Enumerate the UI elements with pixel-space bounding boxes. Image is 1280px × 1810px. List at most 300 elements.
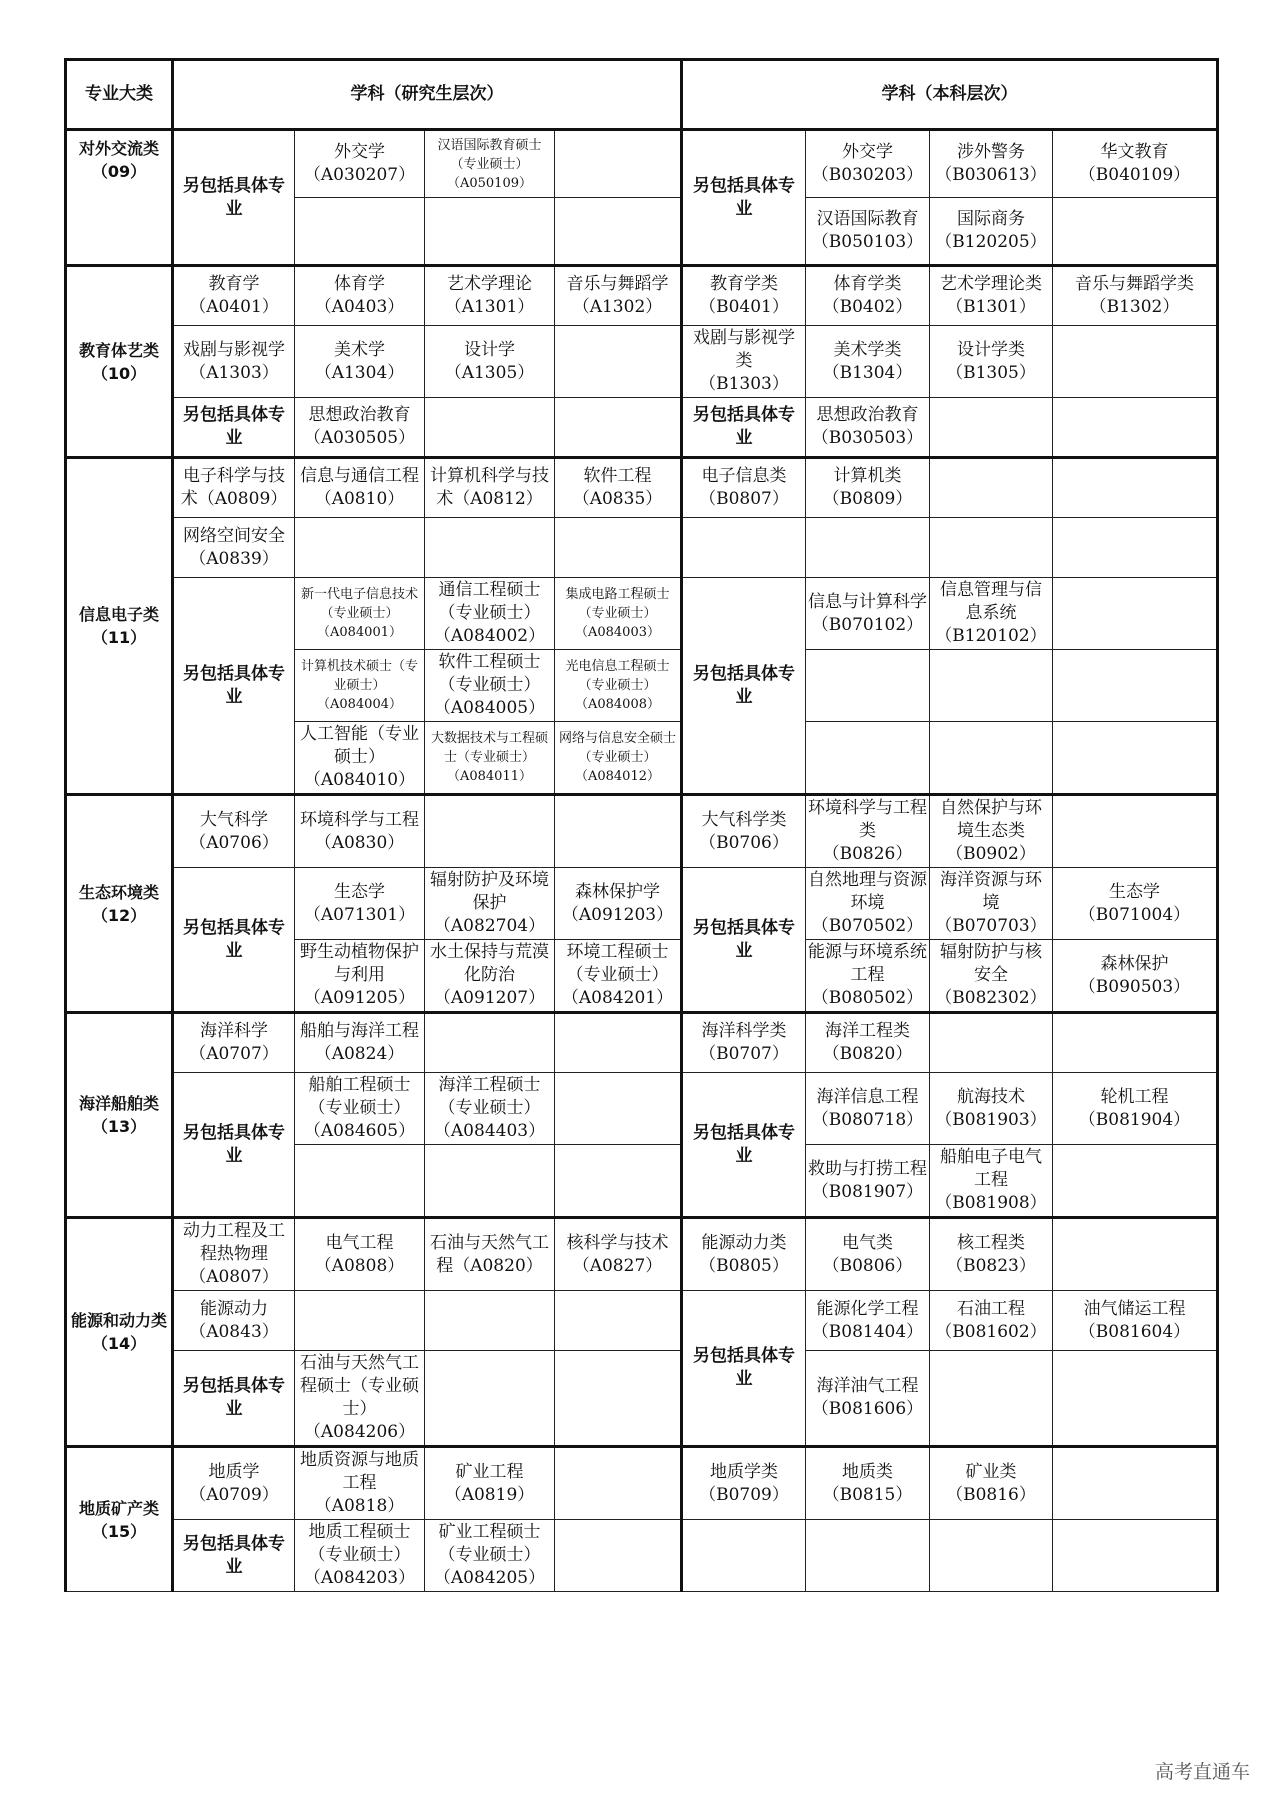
table-row (66, 1218, 1218, 1291)
discipline-code: （B1303） (699, 374, 789, 394)
discipline-name: 体育学类 (833, 274, 902, 294)
discipline-code: （A084001） (316, 625, 402, 640)
discipline-code: （A071301） (303, 904, 416, 925)
empty-cell (295, 1145, 425, 1218)
discipline-cell (173, 518, 295, 578)
extra-specialties-label: 另包括具体专业 (682, 578, 806, 795)
discipline-cell (806, 266, 930, 326)
discipline-code: （B090503） (1078, 976, 1191, 997)
discipline-name: 教育学 (208, 274, 260, 294)
discipline-code: （B030613） (935, 165, 1047, 185)
discipline-name: 软件工程 (583, 466, 652, 486)
discipline-cell (555, 722, 682, 795)
empty-cell (555, 1351, 682, 1447)
extra-specialties-label: 另包括具体专业 (173, 868, 295, 1013)
discipline-name: 船舶电子电气工程 (940, 1147, 1042, 1190)
discipline-code: （B070502） (811, 916, 924, 936)
discipline-cell (806, 1013, 930, 1073)
discipline-code: （B0709） (699, 1484, 789, 1505)
empty-cell (555, 1520, 682, 1592)
discipline-cell (682, 1447, 806, 1520)
discipline-code: （A0835） (572, 489, 663, 509)
discipline-code: （B070703） (935, 916, 1047, 936)
discipline-cell (555, 578, 682, 650)
discipline-name: 动力工程及工程热物理 (183, 1221, 285, 1264)
category-cell: 教育体艺类（10） (66, 266, 173, 458)
extra-specialties-label: 另包括具体专业 (682, 398, 806, 458)
category-cell: 地质矿产类（15） (66, 1447, 173, 1592)
empty-cell (555, 326, 682, 398)
discipline-name: 音乐与舞蹈学类 (1075, 274, 1194, 294)
discipline-name: 能源化学工程 (816, 1298, 919, 1319)
discipline-cell (930, 1291, 1053, 1351)
discipline-code: （B0706） (699, 832, 789, 853)
discipline-name: 轮机工程 (1100, 1086, 1169, 1107)
discipline-cell (682, 266, 806, 326)
discipline-cell (930, 198, 1053, 266)
discipline-name: 救助与打捞工程 (808, 1158, 927, 1179)
discipline-name: 海洋工程类 (825, 1021, 910, 1041)
discipline-name: 设计学类 (957, 339, 1025, 360)
discipline-code: （A0839） (189, 548, 279, 569)
table-row (66, 130, 1218, 198)
discipline-name: 外交学 (334, 142, 385, 162)
discipline-name: 核工程类 (957, 1232, 1025, 1253)
empty-cell (555, 1073, 682, 1145)
discipline-cell (425, 578, 555, 650)
discipline-code: （B081908） (935, 1193, 1047, 1213)
empty-cell (806, 722, 930, 795)
table-row (66, 1351, 1218, 1447)
discipline-cell (295, 1447, 425, 1520)
extra-specialties-label: 另包括具体专业 (173, 1351, 295, 1447)
discipline-cell (555, 266, 682, 326)
discipline-name: 生态学 (334, 881, 385, 902)
discipline-code: （A084011） (446, 769, 532, 784)
empty-cell (1053, 1520, 1218, 1592)
empty-cell (682, 1520, 806, 1592)
discipline-name: 自然地理与资源环境 (808, 870, 927, 913)
discipline-name: 大气科学类 (701, 809, 787, 830)
discipline-cell (295, 1520, 425, 1592)
discipline-name: 大气科学 (200, 809, 268, 830)
discipline-code: （A084403） (433, 1121, 546, 1141)
discipline-cell (425, 1447, 555, 1520)
discipline-name: 海洋资源与环境 (940, 870, 1042, 913)
discipline-code: （B0826） (822, 844, 913, 864)
discipline-table (64, 58, 1219, 1592)
discipline-code: （B0809） (822, 489, 913, 509)
discipline-cell (425, 1218, 555, 1291)
empty-cell (1053, 1145, 1218, 1218)
empty-cell (1053, 518, 1218, 578)
discipline-name: 森林保护 (1100, 953, 1169, 974)
discipline-cell (682, 795, 806, 868)
empty-cell (295, 1291, 425, 1351)
discipline-cell (425, 650, 555, 722)
empty-cell (930, 1013, 1053, 1073)
discipline-code: （A084605） (303, 1121, 416, 1141)
discipline-code: （B0805） (699, 1255, 789, 1276)
empty-cell (1053, 795, 1218, 868)
discipline-code: （A082704） (433, 916, 546, 936)
discipline-name: 计算机类 (833, 466, 902, 486)
discipline-cell (295, 130, 425, 198)
discipline-cell (930, 1073, 1053, 1145)
table-row (66, 1013, 1218, 1073)
table-row (66, 868, 1218, 940)
table-row (66, 458, 1218, 518)
discipline-code: （A091205） (303, 988, 416, 1008)
discipline-cell (682, 458, 806, 518)
discipline-name: 汉语国际教育 (816, 209, 919, 229)
discipline-cell (425, 326, 555, 398)
discipline-name: 船舶工程硕士（专业硕士） (308, 1075, 411, 1118)
discipline-name: 戏剧与影视学 (183, 339, 285, 360)
discipline-name: 海洋信息工程 (816, 1086, 919, 1107)
discipline-code: （B070102） (811, 614, 924, 635)
discipline-cell (295, 266, 425, 326)
discipline-name: 地质资源与地质工程 (300, 1450, 419, 1493)
discipline-name: 思想政治教育 (816, 405, 919, 425)
discipline-code: （A084008） (574, 697, 660, 712)
discipline-code: （A084002） (433, 626, 546, 646)
extra-specialties-label: 另包括具体专业 (682, 1073, 806, 1218)
discipline-cell (295, 940, 425, 1013)
discipline-code: （A084012） (574, 769, 660, 784)
extra-specialties-label: 另包括具体专业 (682, 1291, 806, 1447)
table-row (66, 518, 1218, 578)
empty-cell (555, 795, 682, 868)
empty-cell (1053, 650, 1218, 722)
empty-cell (1053, 326, 1218, 398)
discipline-cell (425, 458, 555, 518)
discipline-code: （B040109） (1078, 165, 1191, 185)
discipline-code: （A0807） (189, 1267, 279, 1287)
extra-specialties-label: 另包括具体专业 (173, 1073, 295, 1218)
discipline-cell (806, 1291, 930, 1351)
discipline-name: 国际商务 (957, 209, 1025, 229)
extra-specialties-label: 另包括具体专业 (173, 398, 295, 458)
discipline-name: 野生动植物保护与利用 (300, 942, 419, 985)
discipline-cell (806, 198, 930, 266)
discipline-cell (173, 1447, 295, 1520)
header-row (66, 60, 1218, 130)
discipline-name: 石油与天然气工程硕士（专业硕士） (300, 1353, 419, 1419)
empty-cell (425, 518, 555, 578)
discipline-code: （B120102） (935, 626, 1047, 646)
table-row (66, 795, 1218, 868)
discipline-cell (295, 398, 425, 458)
discipline-code: （B080718） (811, 1109, 924, 1130)
discipline-name: 信息与计算科学 (808, 591, 927, 612)
discipline-name: 海洋油气工程 (816, 1376, 919, 1396)
discipline-name: 环境工程硕士（专业硕士） (566, 942, 669, 985)
empty-cell (555, 1291, 682, 1351)
discipline-code: （A050109） (446, 175, 532, 191)
discipline-name: 核科学与技术 (566, 1232, 669, 1253)
discipline-code: （A084010） (303, 770, 416, 790)
discipline-name: 地质学类 (710, 1461, 778, 1482)
empty-cell (1053, 1447, 1218, 1520)
discipline-name: 通信工程硕士（专业硕士） (438, 580, 541, 623)
discipline-cell (295, 1013, 425, 1073)
discipline-cell (682, 1013, 806, 1073)
discipline-cell (295, 722, 425, 795)
discipline-cell (930, 1145, 1053, 1218)
discipline-cell (425, 722, 555, 795)
discipline-cell (930, 795, 1053, 868)
discipline-cell (295, 1073, 425, 1145)
discipline-code: （B030203） (811, 165, 924, 185)
empty-cell (806, 650, 930, 722)
discipline-code: （B081604） (1078, 1321, 1191, 1342)
extra-specialties-label: 另包括具体专业 (173, 578, 295, 795)
discipline-code: （B081602） (935, 1321, 1047, 1342)
discipline-cell (295, 578, 425, 650)
discipline-name: 信息与通信工程（A0810） (300, 466, 419, 509)
discipline-code: （A1302） (572, 297, 663, 317)
discipline-code: （A1301） (444, 297, 535, 317)
empty-cell (425, 1013, 555, 1073)
discipline-cell (806, 1447, 930, 1520)
discipline-name: 软件工程硕士（专业硕士） (438, 652, 541, 695)
discipline-name: 人工智能（专业硕士） (300, 724, 419, 767)
empty-cell (806, 1520, 930, 1592)
discipline-cell (806, 1145, 930, 1218)
discipline-name: 自然保护与环境生态类 (940, 798, 1042, 841)
discipline-code: （A084203） (303, 1568, 416, 1588)
discipline-cell (173, 326, 295, 398)
discipline-name: 电气类 (842, 1232, 893, 1253)
discipline-code: （B080502） (811, 988, 924, 1008)
discipline-cell (425, 940, 555, 1013)
header-category: 专业大类 (66, 60, 173, 130)
discipline-cell (930, 130, 1053, 198)
empty-cell (930, 1520, 1053, 1592)
discipline-name: 艺术学理论类 (940, 274, 1042, 294)
discipline-name: 矿业工程 (455, 1461, 524, 1482)
discipline-code: （B0401） (699, 297, 789, 317)
discipline-cell (806, 795, 930, 868)
discipline-name: 能源动力 (200, 1298, 268, 1319)
discipline-code: （B120205） (935, 232, 1047, 252)
discipline-name: 矿业工程硕士（专业硕士） (438, 1522, 541, 1565)
discipline-cell (555, 650, 682, 722)
discipline-code: （A1303） (189, 362, 279, 383)
empty-cell (425, 795, 555, 868)
discipline-code: （A0818） (314, 1496, 405, 1516)
discipline-name: 地质工程硕士（专业硕士） (308, 1522, 411, 1565)
empty-cell (1053, 398, 1218, 458)
discipline-code: （B0902） (946, 844, 1036, 864)
discipline-cell (425, 1073, 555, 1145)
discipline-code: （A030505） (303, 428, 416, 448)
discipline-name: 计算机科学与技术（A0812） (430, 466, 549, 509)
discipline-cell (295, 650, 425, 722)
discipline-name: 大数据技术与工程硕士（专业硕士） (430, 731, 548, 765)
discipline-name: 辐射防护及环境保护 (430, 870, 549, 913)
discipline-cell (682, 326, 806, 398)
discipline-code: （B082302） (935, 988, 1047, 1008)
extra-specialties-label: 另包括具体专业 (682, 130, 806, 266)
empty-cell (930, 1351, 1053, 1447)
extra-specialties-label: 另包括具体专业 (682, 868, 806, 1013)
empty-cell (555, 1145, 682, 1218)
discipline-name: 新一代电子信息技术（专业硕士） (300, 587, 418, 621)
discipline-code: （A0709） (189, 1484, 279, 1505)
empty-cell (555, 1013, 682, 1073)
discipline-name: 辐射防护与核安全 (940, 942, 1042, 985)
discipline-code: （A084206） (303, 1422, 416, 1442)
discipline-cell (295, 795, 425, 868)
empty-cell (425, 398, 555, 458)
discipline-name: 生态学 (1109, 881, 1160, 902)
discipline-name: 地质类 (842, 1461, 893, 1482)
discipline-code: （A084205） (433, 1568, 546, 1588)
discipline-code: （B081904） (1078, 1109, 1191, 1130)
extra-specialties-label: 另包括具体专业 (173, 1520, 295, 1592)
discipline-code: （A0843） (189, 1321, 279, 1342)
discipline-name: 电子信息类 (701, 466, 787, 486)
table-row (66, 1291, 1218, 1351)
empty-cell (1053, 458, 1218, 518)
discipline-name: 外交学 (842, 142, 893, 162)
discipline-cell (930, 578, 1053, 650)
discipline-name: 海洋科学 (200, 1021, 268, 1041)
discipline-name: 涉外警务 (957, 142, 1025, 162)
discipline-cell (295, 1218, 425, 1291)
discipline-name: 信息管理与信息系统 (940, 580, 1042, 623)
discipline-cell (930, 326, 1053, 398)
discipline-code: （A091207） (433, 988, 546, 1008)
discipline-code: （B1304） (822, 362, 913, 383)
empty-cell (555, 398, 682, 458)
discipline-name: 美术学类 (833, 339, 902, 360)
table-row (66, 398, 1218, 458)
discipline-cell (425, 1520, 555, 1592)
discipline-code: （A084201） (561, 988, 674, 1008)
discipline-cell (806, 1351, 930, 1447)
discipline-cell (1053, 266, 1218, 326)
discipline-code: （B081903） (935, 1109, 1047, 1130)
discipline-name: 石油工程 (957, 1298, 1025, 1319)
discipline-cell (1053, 1291, 1218, 1351)
category-cell: 对外交流类（09） (66, 130, 173, 266)
empty-cell (682, 518, 806, 578)
discipline-code: （B1301） (946, 297, 1036, 317)
discipline-name: 石油与天然气工程（A0820） (430, 1232, 549, 1276)
discipline-cell (295, 458, 425, 518)
discipline-code: （A0827） (572, 1255, 663, 1276)
discipline-cell (930, 940, 1053, 1013)
discipline-cell (295, 868, 425, 940)
discipline-cell (806, 398, 930, 458)
discipline-code: （A0808） (314, 1255, 405, 1276)
discipline-name: 水土保持与荒漠化防治 (430, 942, 549, 985)
discipline-cell (173, 1013, 295, 1073)
discipline-name: 电气工程 (325, 1232, 394, 1253)
discipline-code: （A084004） (316, 697, 402, 712)
discipline-name: 体育学 (334, 274, 385, 294)
discipline-cell (806, 326, 930, 398)
discipline-name: 电子科学与技术（A0809） (180, 466, 288, 509)
discipline-name: 艺术学理论 (447, 274, 532, 294)
discipline-name: 矿业类 (965, 1461, 1017, 1482)
discipline-cell (295, 1351, 425, 1447)
discipline-code: （A091203） (561, 904, 674, 925)
discipline-code: （B071004） (1078, 904, 1191, 925)
discipline-code: （A0819） (444, 1484, 535, 1505)
discipline-cell (930, 1218, 1053, 1291)
table-row (66, 326, 1218, 398)
empty-cell (1053, 722, 1218, 795)
discipline-cell (1053, 940, 1218, 1013)
discipline-code: （B081907） (811, 1181, 924, 1202)
table-row (66, 266, 1218, 326)
discipline-cell (806, 1073, 930, 1145)
discipline-code: （A0707） (189, 1044, 279, 1064)
extra-specialties-label: 另包括具体专业 (173, 130, 295, 266)
discipline-cell (930, 266, 1053, 326)
discipline-name: 戏剧与影视学类 (693, 328, 795, 371)
table-row (66, 1447, 1218, 1520)
empty-cell (555, 1447, 682, 1520)
discipline-code: （B030503） (811, 428, 924, 448)
empty-cell (930, 458, 1053, 518)
discipline-code: （B0402） (822, 297, 913, 317)
discipline-name: 光电信息工程硕士（专业硕士） (565, 659, 670, 693)
category-cell: 能源和动力类（14） (66, 1218, 173, 1447)
table-row (66, 578, 1218, 650)
empty-cell (930, 398, 1053, 458)
empty-cell (555, 130, 682, 198)
category-cell: 生态环境类（12） (66, 795, 173, 1013)
discipline-code: （A1304） (314, 362, 405, 383)
discipline-cell (555, 458, 682, 518)
discipline-cell (806, 458, 930, 518)
discipline-cell (425, 130, 555, 198)
discipline-name: 华文教育 (1100, 142, 1169, 162)
discipline-name: 音乐与舞蹈学 (566, 274, 669, 294)
empty-cell (1053, 1013, 1218, 1073)
discipline-code: （A1305） (444, 362, 535, 383)
discipline-code: （B1302） (1089, 297, 1180, 317)
discipline-code: （B0820） (822, 1044, 913, 1064)
category-cell: 海洋船舶类（13） (66, 1013, 173, 1218)
empty-cell (1053, 1351, 1218, 1447)
discipline-code: （A084003） (574, 625, 660, 640)
empty-cell (425, 1145, 555, 1218)
discipline-cell (806, 130, 930, 198)
discipline-code: （B081606） (811, 1399, 924, 1419)
discipline-cell (425, 868, 555, 940)
discipline-name: 集成电路工程硕士（专业硕士） (565, 587, 670, 621)
discipline-name: 船舶与海洋工程（A0824） (300, 1021, 419, 1064)
discipline-code: （B081404） (811, 1321, 924, 1342)
discipline-code: （A030207） (303, 165, 416, 185)
discipline-code: （B0806） (822, 1255, 913, 1276)
empty-cell (930, 722, 1053, 795)
watermark: 高考直通车 (1154, 1761, 1250, 1783)
empty-cell (555, 518, 682, 578)
discipline-cell (806, 1218, 930, 1291)
header-graduate: 学科（研究生层次） (173, 60, 682, 130)
discipline-cell (806, 578, 930, 650)
discipline-name: 网络与信息安全硕士（专业硕士） (558, 731, 676, 765)
discipline-code: （A0706） (189, 832, 279, 853)
discipline-name: 教育学类 (710, 274, 778, 294)
